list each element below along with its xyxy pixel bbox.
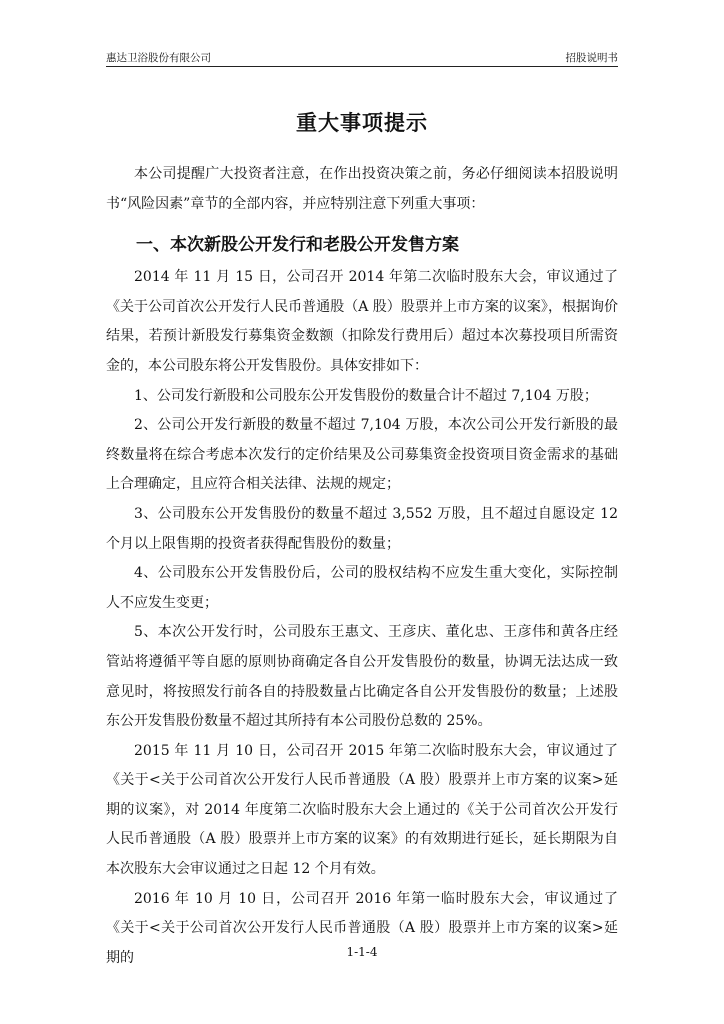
document-body	[106, 160, 618, 973]
paragraph-item-3: 3、公司股东公开发售股份的数量不超过 3,552 万股，且不超过自愿设定 12 个月以上限售期的投资者获得配售股份的数量；	[106, 505, 618, 552]
page-title: 重大事项提示	[296, 111, 428, 135]
section-heading: 一、本次新股公开发行和老股公开发售方案	[136, 235, 459, 256]
paragraph-2016: 2016 年 10 月 10 日，公司召开 2016 年第一临时股东大会，审议通过了《关于<关于公司首次公开发行人民币普通股（A 股）股票并上市方案的议案>延期的	[106, 890, 618, 966]
paragraph-1: 2014 年 11 月 15 日，公司召开 2014 年第二次临时股东大会，审议通过了《关于公司首次公开发行人民币普通股（A 股）股票并上市方案的议案》，根据询价结果，若预计新股发行募集资金数额（扣除发行费用后）超过本次募投项目所需资金的，本公司股东将公开发售股份。具体安排如下：	[106, 269, 618, 374]
paragraph-item-4: 4、公司股东公开发售股份后，公司的股权结构不应发生重大变化，实际控制人不应发生变更；	[106, 565, 618, 611]
page-number: 1-1-4	[346, 945, 378, 959]
intro-paragraph: 本公司提醒广大投资者注意，在作出投资决策之前，务必仔细阅读本招股说明书“风险因素”章节的全部内容，并应特别注意下列重大事项：	[106, 166, 618, 212]
paragraph-item-2: 2、公司公开发行新股的数量不超过 7,104 万股，本次公司公开发行新股的最终数量将在综合考虑本次发行的定价结果及公司募集资金投资项目资金需求的基础上合理确定，且应符合相关法律、法规的规定；	[106, 417, 618, 493]
header-document-type: 招股说明书	[565, 52, 618, 64]
paragraph-item-5: 5、本次公开发行时，公司股东王惠文、王彦庆、董化忠、王彦伟和黄各庄经管站将遵循平等自愿的原则协商确定各自公开发售股份的数量，协调无法达成一致意见时，将按照发行前各自的持股数量占比确定各自公开发售股份的数量；上述股东公开发售股份数量不超过其所持有本公司股份总数的 25%。	[106, 624, 618, 730]
header-company-name: 惠达卫浴股份有限公司	[106, 52, 211, 64]
paragraph-item-1: 1、公司发行新股和公司股东公开发售股份的数量合计不超过 7,104 万股；	[134, 387, 598, 404]
running-header	[106, 50, 618, 67]
paragraph-2015: 2015 年 11 月 10 日，公司召开 2015 年第二次临时股东大会，审议通过了《关于<关于公司首次公开发行人民币普通股（A 股）股票并上市方案的议案>延期的议案》，对 2014 年度第二次临时股东大会上通过的《关于公司首次公开发行人民币普通股（A 股）股票并上市方案的议案》的有效期进行延长，延长期限为自本次股东大会审议通过之日起 12 个月有效。	[106, 742, 618, 878]
